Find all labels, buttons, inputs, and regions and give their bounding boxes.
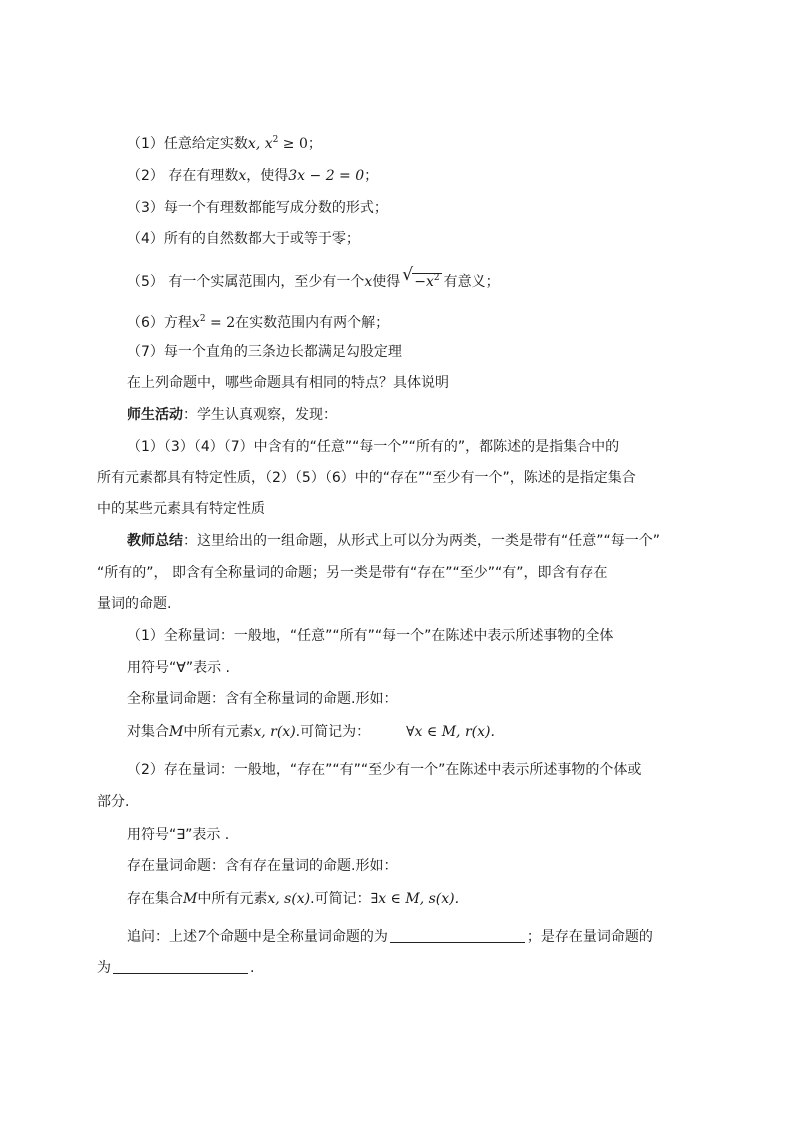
activity-line-1: （1）（3）（4）（7）中含有的“任意”“每一个”“所有的”，都陈述的是指集合中的 bbox=[127, 439, 620, 455]
activity-heading: 师生活动：学生认真观察，发现： bbox=[127, 407, 337, 423]
proposition-1 bbox=[127, 130, 322, 154]
summary-line-2: “所有的”， 即含有全称量词的命题；另一类是带有“存在”“至少”“有”，即含有存在 bbox=[97, 565, 608, 581]
summary-line-1: 教师总结：这里给出的一组命题，从形式上可以分为两类，一类是带有“任意”“每一个” bbox=[127, 533, 661, 549]
proposition-7: （7）每一个直角的三条边长都满足勾股定理 bbox=[127, 344, 402, 360]
proposition-5: （5） 有一个实属范围内，至少有一个x使得 √ $-x^2$ 有意义； bbox=[127, 265, 500, 290]
existential-definition: （2）存在量词：一般地，“存在”“有”“至少有一个”在陈述中表示所述事物的个体或 bbox=[127, 762, 642, 778]
proposition-2: （2） 存在有理数x，使得3x − 2 = 0； bbox=[127, 168, 379, 184]
activity-label: 师生活动 bbox=[127, 407, 183, 423]
prop-1-text: （1）任意给定实数 bbox=[127, 136, 248, 152]
proposition-6: （6）方程$x^2 = 2$在实数范围内有两个解； bbox=[127, 314, 390, 331]
proposition-4: （4）所有的自然数都大于或等于零； bbox=[127, 231, 360, 247]
universal-symbol: 用符号“∀”表示 . bbox=[127, 660, 230, 676]
existential-proposition: 存在量词命题：含有存在量词的命题.形如： bbox=[127, 858, 398, 874]
question-text: 在上列命题中，哪些命题具有相同的特点？具体说明 bbox=[127, 375, 449, 391]
existential-definition-2: 部分. bbox=[97, 794, 130, 810]
followup-line-2: 为 . bbox=[97, 960, 255, 976]
proposition-3: （3）每一个有理数都能写成分数的形式； bbox=[127, 200, 388, 216]
existential-symbol: 用符号“∃”表示 . bbox=[127, 827, 230, 843]
summary-line-3: 量词的命题. bbox=[97, 596, 172, 612]
universal-proposition: 全称量词命题：含有全称量词的命题.形如： bbox=[127, 691, 398, 707]
activity-line-3: 中的某些元素具有特定性质 bbox=[97, 501, 265, 517]
prop-1-math: x, $x^2 \ge 0$； bbox=[247, 135, 322, 152]
followup-line-1: 追问：上述7个命题中是全称量词命题的为 ；是存在量词命题的 bbox=[127, 929, 653, 945]
answer-blank-universal[interactable] bbox=[390, 928, 525, 943]
existential-form: 存在集合M中所有元素x, s(x).可简记：∃x ∈ M, s(x). bbox=[127, 891, 460, 907]
universal-definition: （1）全称量词：一般地，“任意”“所有”“每一个”在陈述中表示所述事物的全体 bbox=[127, 628, 614, 644]
activity-line-2: 所有元素都具有特定性质，（2）（5）（6）中的“存在”“至少有一个”，陈述的是指定集合 bbox=[97, 470, 636, 486]
summary-label: 教师总结 bbox=[127, 533, 183, 549]
universal-form: 对集合M中所有元素x, r(x).可简记为： ∀x ∈ M, r(x). bbox=[127, 724, 495, 740]
answer-blank-existential[interactable] bbox=[113, 959, 248, 974]
sqrt-expression: √ $-x^2$ bbox=[402, 265, 440, 290]
